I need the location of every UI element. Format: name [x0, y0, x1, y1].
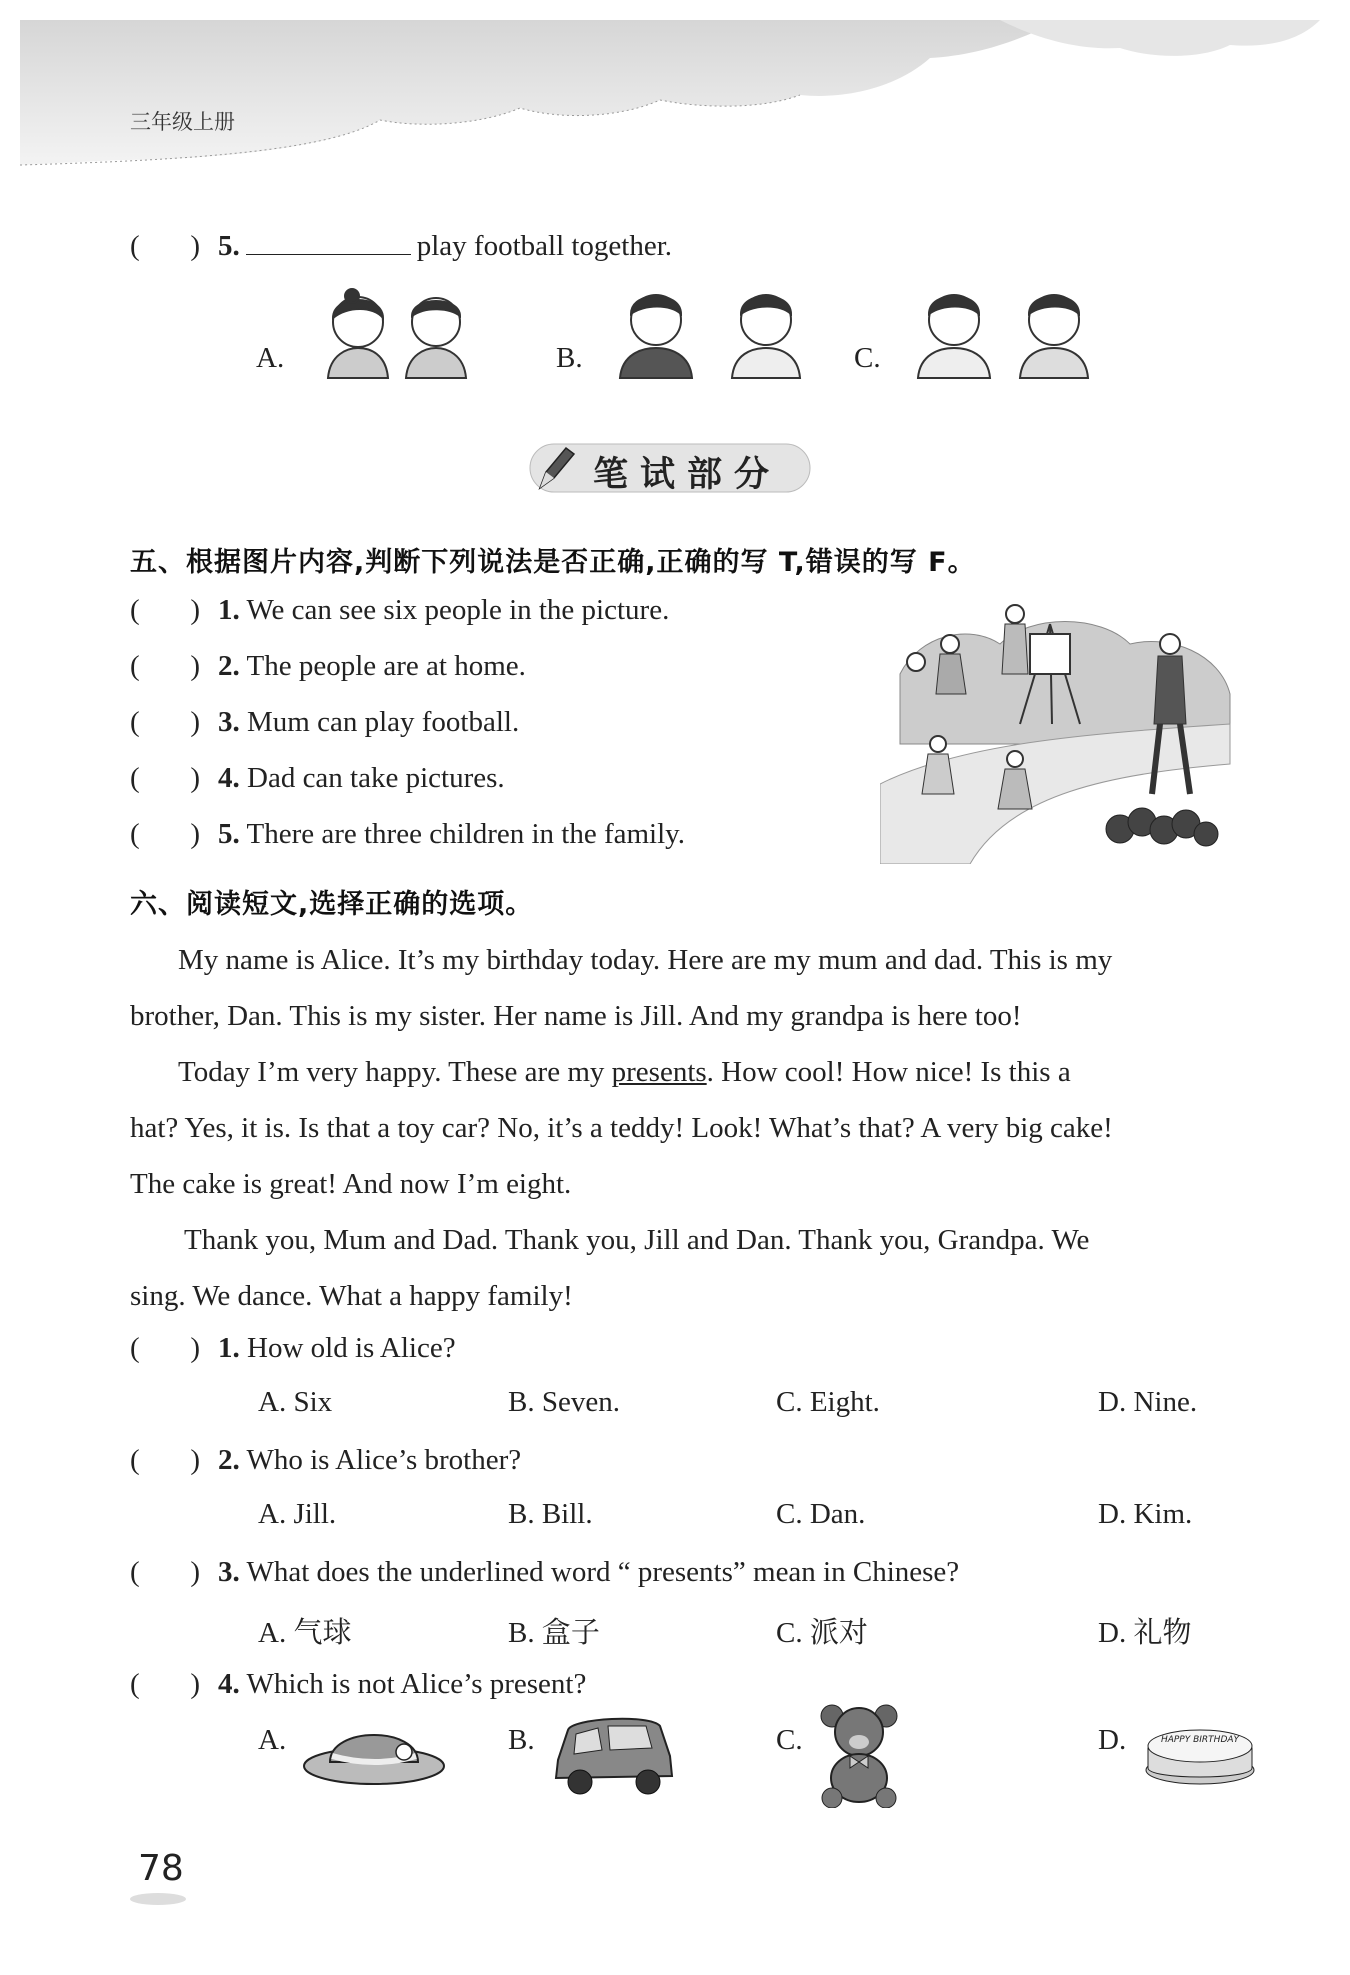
toy-car-image: [550, 1704, 678, 1800]
pencil-icon: [532, 444, 578, 494]
header-cloud-band: [0, 0, 1350, 175]
item-text: The people are at home.: [246, 650, 526, 682]
option-a[interactable]: A.: [258, 1724, 287, 1756]
question-text: How old is Alice?: [247, 1332, 456, 1364]
question-number: 2.: [218, 1444, 240, 1476]
passage-text: . How cool! How nice! Is this a: [706, 1056, 1071, 1088]
option-d[interactable]: D.: [1098, 1724, 1127, 1756]
question-number: 3.: [218, 1556, 240, 1588]
option-d[interactable]: D. Kim.: [1098, 1498, 1193, 1530]
teddy-bear-image: [814, 1700, 904, 1808]
question-number: 1.: [218, 1332, 240, 1364]
hat-image: [300, 1712, 448, 1790]
option-a[interactable]: A. Six: [258, 1386, 333, 1418]
item-number: 2.: [218, 650, 240, 682]
section-6-title: 六、阅读短文,选择正确的选项。: [130, 889, 534, 920]
item-text: We can see six people in the picture.: [246, 594, 670, 626]
answer-paren[interactable]: ( ): [130, 650, 201, 682]
cake-text: HAPPY BIRTHDAY: [1160, 1735, 1240, 1745]
option-d[interactable]: D. Nine.: [1098, 1386, 1198, 1418]
question-number: 4.: [218, 1668, 240, 1700]
banner-title: 笔试部分: [593, 454, 782, 495]
passage-line: [178, 1044, 1288, 1100]
underlined-word: presents: [611, 1056, 707, 1088]
option-c[interactable]: C. Eight.: [776, 1386, 880, 1418]
answer-paren[interactable]: ( ): [130, 706, 201, 738]
listening-q5: [130, 228, 672, 264]
option-c[interactable]: C. 派对: [776, 1617, 868, 1649]
passage-line: hat? Yes, it is. Is that a toy car? No, it’s a teddy! Look! What’s that? A very big cake!: [130, 1112, 1113, 1144]
answer-paren[interactable]: ( ): [130, 1556, 201, 1588]
answer-paren[interactable]: ( ): [130, 1332, 201, 1364]
grade-label: 三年级上册: [130, 110, 235, 134]
s5-item: [130, 704, 519, 740]
two-boys-image-b: [616, 284, 816, 380]
passage-line: The cake is great! And now I’m eight.: [130, 1168, 572, 1200]
fill-blank[interactable]: [246, 230, 411, 255]
passage-line: brother, Dan. This is my sister. Her name is Jill. And my grandpa is here too!: [130, 1000, 1022, 1032]
answer-paren[interactable]: ( ): [130, 230, 201, 262]
s6-question: [130, 1666, 586, 1702]
option-c[interactable]: C. Dan.: [776, 1498, 866, 1530]
page-number-underline: [128, 1890, 188, 1908]
question-text: Which is not Alice’s present?: [246, 1668, 587, 1700]
option-a-label: A.: [256, 342, 285, 374]
item-text: Dad can take pictures.: [247, 762, 505, 794]
s6-question: [130, 1330, 456, 1366]
item-number: 5.: [218, 818, 240, 850]
option-b[interactable]: B. Bill.: [508, 1498, 593, 1530]
s6-question: [130, 1442, 521, 1478]
option-a[interactable]: A. Jill.: [258, 1498, 337, 1530]
passage-text: Today I’m very happy. These are my: [178, 1056, 612, 1088]
question-text: Who is Alice’s brother?: [246, 1444, 522, 1476]
option-a[interactable]: A. 气球: [258, 1617, 352, 1649]
page-number: 78: [138, 1848, 184, 1889]
two-boys-image-c: [914, 284, 1114, 380]
s5-item: [130, 648, 526, 684]
family-park-picture: [880, 594, 1240, 864]
item-number: 1.: [218, 594, 240, 626]
option-b[interactable]: B.: [508, 1724, 535, 1756]
option-b-label: B.: [556, 342, 583, 374]
answer-paren[interactable]: ( ): [130, 1444, 201, 1476]
answer-paren[interactable]: ( ): [130, 762, 201, 794]
item-number: 3.: [218, 706, 240, 738]
s5-item: [130, 592, 669, 628]
question-number: 5.: [218, 230, 240, 262]
s5-item: [130, 760, 505, 796]
question-text: What does the underlined word “ presents” mean in Chinese?: [246, 1556, 960, 1588]
birthday-cake-image: [1140, 1708, 1260, 1790]
option-d[interactable]: D. 礼物: [1098, 1617, 1192, 1649]
answer-paren[interactable]: ( ): [130, 1668, 201, 1700]
item-text: There are three children in the family.: [246, 818, 686, 850]
girl-and-boy-image: [318, 284, 478, 380]
option-b[interactable]: B. Seven.: [508, 1386, 620, 1418]
passage-line: My name is Alice. It’s my birthday today. Here are my mum and dad. This is my: [178, 944, 1113, 976]
s6-question: [130, 1554, 959, 1590]
item-number: 4.: [218, 762, 240, 794]
option-b[interactable]: B. 盒子: [508, 1617, 600, 1649]
passage-line: sing. We dance. What a happy family!: [130, 1280, 573, 1312]
answer-paren[interactable]: ( ): [130, 594, 201, 626]
section-5-title: 五、根据图片内容,判断下列说法是否正确,正确的写 T,错误的写 F。: [130, 547, 976, 578]
option-c-label: C.: [854, 342, 881, 374]
passage-line: Thank you, Mum and Dad. Thank you, Jill and Dan. Thank you, Grandpa. We: [184, 1224, 1090, 1256]
option-c[interactable]: C.: [776, 1724, 803, 1756]
answer-paren[interactable]: ( ): [130, 818, 201, 850]
question-text: play football together.: [416, 230, 673, 262]
item-text: Mum can play football.: [247, 706, 520, 738]
s5-item: [130, 816, 685, 852]
